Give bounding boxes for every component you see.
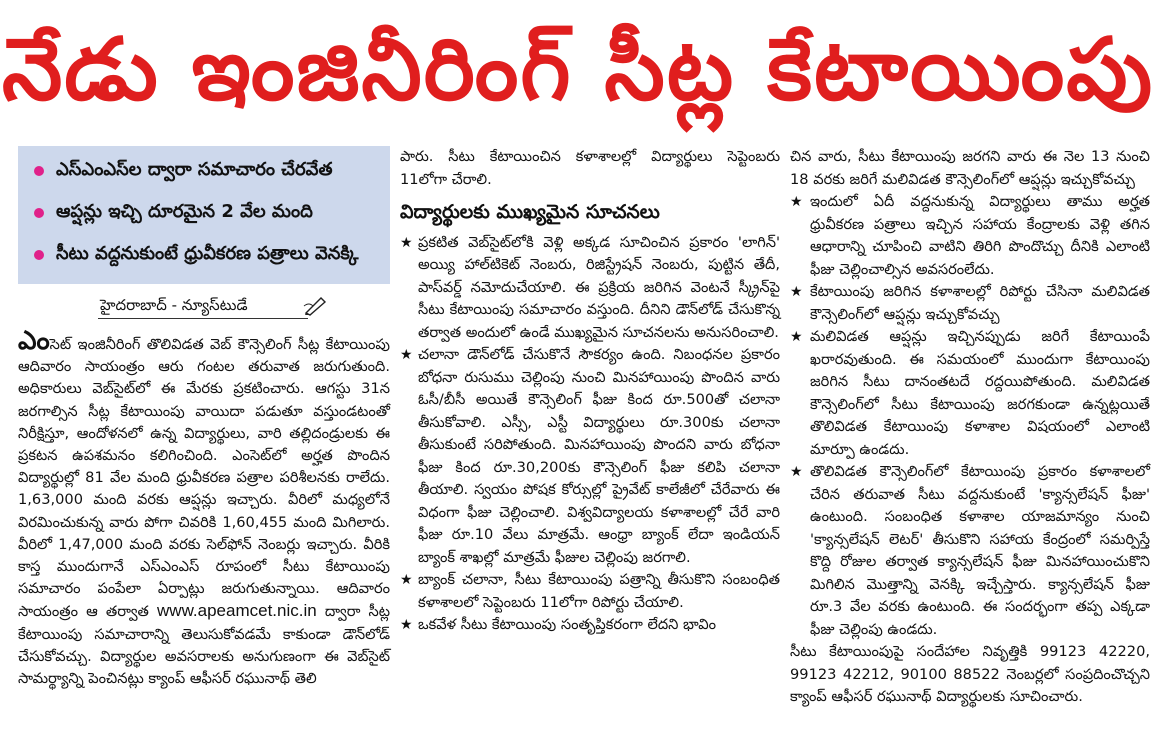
star-icon: ★ — [400, 234, 413, 251]
instruction-text: మలివిడత ఆప్షన్లు ఇచ్చినప్పుడు జరిగే కేటాయింపే ఖరారవుతుంది. ఈ సమయంలో ముందుగా కేటాయింపు జరిగిన సీటు దానంతటదే రద్దయిపోతుంది. మలివిడత కౌన్సెలింగ్‌లో సీటు కేటాయింపు జరగకుండా ఉన్నట్లయితే తొలివిడత కేటాయింపు కళాశాల విషయంలో ఎలాంటి మార్పూ ఉండదు. — [810, 328, 1150, 458]
column-1-body — [18, 326, 391, 690]
star-icon: ★ — [790, 329, 803, 345]
instruction-text: ఒకవేళ సీటు కేటాయింపు సంతృప్తికరంగా లేదని భావిం — [418, 616, 717, 633]
highlight-text: ఎస్ఎంఎస్‌ల ద్వారా సమాచారం చేరవేత — [56, 158, 333, 180]
bullet-dot-icon — [34, 250, 44, 260]
instruction-point — [400, 344, 780, 569]
instruction-text: చలానా డౌన్‌లోడ్ చేసుకొనే సౌకర్యం ఉంది. నిబంధనల ప్రకారం బోధనా రుసుము చెల్లింపు నుంచి మినహాయింపు పొందిన వారు ఓసీ/బీసీ అయితే కౌన్సెలింగ్ ఫీజు కింద రూ.500తో చలానా తీసుకోవాలి. ఎస్సీ, ఎస్టీ విద్యార్థులు రూ.300కు చలానా తీసుకుంటే సరిపోతుంది. మినహాయింపు పొందని వారు బోధనా ఫీజు కింద రూ.30,200కు కౌన్సెలింగ్ ఫీజు కలిపి చలానా తీయాలి. స్వయం పోషక కోర్సుల్లో ప్రైవేట్ కాలేజీలో చేరేవారు ఈ విధంగా ఫీజు చెల్లించాలి. విశ్వవిద్యాలయ కళాశాలల్లో చేరే వారి ఫీజు రూ.10 వేలు మాత్రమే. ఆంధ్రా బ్యాంక్ లేదా ఇండియన్ బ్యాంక్ శాఖల్లో మాత్రమే ఫీజుల చెల్లింపు జరగాలి. — [418, 346, 780, 566]
instruction-point — [790, 326, 1150, 461]
column-2-intro: పారు. సీటు కేటాయించిన కళాశాలల్లో విద్యార్థులు సెప్టెంబరు 11లోగా చేరాలి. — [400, 148, 780, 188]
column-1-paragraph: సెట్ ఇంజినీరింగ్ తొలివిడత వెబ్ కౌన్సెలింగ్ సీట్ల కేటాయింపు ఆదివారం సాయంత్రం ఆరు గంటల తరువాత జరుగుతుంది. అధికారులు వెబ్‌సైట్‌లో ఈ మేరకు ప్రకటించారు. ఆగస్టు 31న జరగాల్సిన సీట్ల కేటాయింపు వాయిదా పడుతూ వస్తుండటంతో నిరీక్షిస్తూ, ఆందోళనలో ఉన్న విద్యార్థులు, వారి తల్లిదండ్రులకు ఈ ప్రకటన ఉపశమనం కలిగించింది. ఎంసెట్‌లో అర్హత పొందిన విద్యార్థుల్లో 81 వేల మంది ధ్రువీకరణ పత్రాల పరిశీలనకు రాలేదు. 1,63,000 మంది వరకు ఆప్షన్లు ఇచ్చారు. వీరిలో మధ్యలోనే విరమించుకున్న వారు పోగా చివరికి 1,60,455 మంది మిగిలారు. వీరిలో 1,47,000 మంది వరకు సెల్‌ఫోన్ నెంబర్లు ఇచ్చారు. వీరికి కాస్త ముందుగానే ఎస్ఎంఎస్ రూపంలో సీటు కేటాయింపు సమాచారం పంపేలా ఏర్పాట్లు జరుగుతున్నాయి. ఆదివారం సాయంత్రం ఆ తర్వాత — [18, 336, 390, 621]
highlight-item — [18, 192, 390, 234]
instruction-text: కేటాయింపు జరిగిన కళాశాలల్లో రిపోర్టు చేసినా మలివిడత కౌన్సెలింగ్‌లో ఆప్షన్లు ఇచ్చుకోవచ్చు — [810, 283, 1150, 323]
instruction-point — [400, 569, 780, 614]
star-icon: ★ — [790, 194, 803, 210]
highlight-text: సీటు వద్దనుకుంటే ధ్రువీకరణ పత్రాలు వెనక్కి — [56, 242, 359, 264]
star-icon: ★ — [400, 347, 413, 363]
column-3-closing: సీటు కేటాయింపుపై సందేహాల నివృత్తికి 99123 42220, 99123 42212, 90100 88522 నెంబర్లలో సంప్రదించొచ్చని క్యాంప్ ఆఫీసర్ రఘునాథ్ విద్యార్థులకు సూచించారు. — [790, 643, 1150, 705]
highlight-item — [18, 234, 390, 276]
dropcap: ఎం — [18, 326, 50, 356]
bullet-dot-icon — [34, 208, 44, 218]
subheading: విద్యార్థులకు ముఖ్యమైన సూచనలు — [400, 201, 660, 223]
instruction-point — [790, 461, 1150, 641]
column-1-paragraph-2: ద్వారా సీట్ల కేటాయింపు సమాచారాన్ని తెలుసుకోవడమే కాకుండా డౌన్‌లోడ్ చేసుకోవచ్చు. విద్యార్థుల అవసరాలకు అనుగుణంగా ఈ వెబ్‌సైట్ సామర్థ్యాన్ని పెంచినట్లు క్యాంప్ ఆఫీసర్ రఘునాథ్ తెలి — [18, 603, 391, 688]
instruction-point — [400, 232, 780, 345]
dateline-text: హైదరాబాద్ - న్యూస్‌టుడే — [100, 296, 248, 314]
star-icon: ★ — [400, 617, 413, 633]
website-link[interactable]: www.apeamcet.nic.in — [157, 601, 317, 621]
highlight-text: ఆప్షన్లు ఇచ్చి దూరమైన 2 వేల మంది — [56, 200, 313, 222]
highlight-item — [18, 150, 390, 192]
headline-text: నేడు ఇంజినీరింగ్ సీట్ల కేటాయింపు — [1, 20, 1155, 120]
instruction-point — [790, 191, 1150, 281]
star-icon: ★ — [790, 284, 803, 300]
column-3-intro: చిన వారు, సీటు కేటాయింపు జరగని వారు ఈ నెల 13 నుంచి 18 వరకు జరిగే మలివిడత కౌన్సెలింగ్‌లో ఆప్షన్లు ఇచ్చుకోవచ్చు — [790, 148, 1150, 188]
column-2 — [400, 146, 780, 637]
highlights-box — [18, 146, 390, 284]
instruction-text: బ్యాంక్ చలానా, సీటు కేటాయింపు పత్రాన్ని తీసుకొని సంబంధిత కళాశాలలో సెప్టెంబరు 11లోగా రిపోర్టు చేయాలి. — [418, 571, 780, 611]
bullet-dot-icon — [34, 166, 44, 176]
instruction-text: ఇందులో ఏదీ వద్దనుకున్న విద్యార్థులు తాము అర్హత ధ్రువీకరణ పత్రాలు ఇచ్చిన సహాయ కేంద్రాలకు వెళ్లి తగిన ఆధారాన్ని చూపించి వాటిని తిరిగి పొందొచ్చు దీనికి ఎలాంటి ఫీజు చెల్లించాల్సిన అవసరంలేదు. — [810, 193, 1150, 278]
pen-icon — [303, 294, 329, 316]
instruction-point — [400, 614, 780, 637]
dateline — [18, 292, 390, 322]
column-3 — [790, 146, 1150, 709]
dateline-rule — [98, 318, 308, 319]
star-icon: ★ — [790, 464, 803, 480]
instruction-point — [790, 281, 1150, 326]
instruction-text: తొలివిడత కౌన్సెలింగ్‌లో కేటాయింపు ప్రకారం కళాశాలలో చేరిన తరువాత సీటు వద్దనుకుంటే 'క్యాన్సలేషన్ ఫీజు' ఉంటుంది. సంబంధిత కళాశాల యాజమాన్యం నుంచి 'క్యాన్సలేషన్ లెటర్' తీసుకొని సహాయ కేంద్రంలో సమర్పిస్తే కొద్ది రోజుల తర్వాత క్యాన్సలేషన్ ఫీజు మినహాయించుకొని మిగిలిన మొత్తాన్ని వెనక్కి ఇచ్చేస్తారు. క్యాన్సలేషన్ ఫీజు రూ.3 వేల వరకు ఉంటుంది. ఈ సందర్భంగా తప్ప ఎక్కడా ఫీజు చెల్లింపు ఉండదు. — [810, 463, 1150, 638]
headline — [0, 0, 1156, 140]
instruction-text: ప్రకటిత వెబ్‌సైట్‌లోకి వెళ్లి అక్కడ సూచించిన ప్రకారం 'లాగిన్' అయ్యి హాల్‌టికెట్ నెంబరు, రిజిస్ట్రేషన్ నెంబరు, పుట్టిన తేదీ, పాస్‌వర్డ్ నమోదుచేయాలి. ఈ ప్రక్రియ జరిగిన వెంటనే స్క్రీన్‌పై సీటు కేటాయింపు సమాచారం వస్తుంది. దీనిని డౌన్‌లోడ్ చేసుకొన్న తర్వాత అందులో ఉండే ముఖ్యమైన సూచనలను అనుసరించాలి. — [418, 233, 780, 341]
star-icon: ★ — [400, 572, 413, 588]
